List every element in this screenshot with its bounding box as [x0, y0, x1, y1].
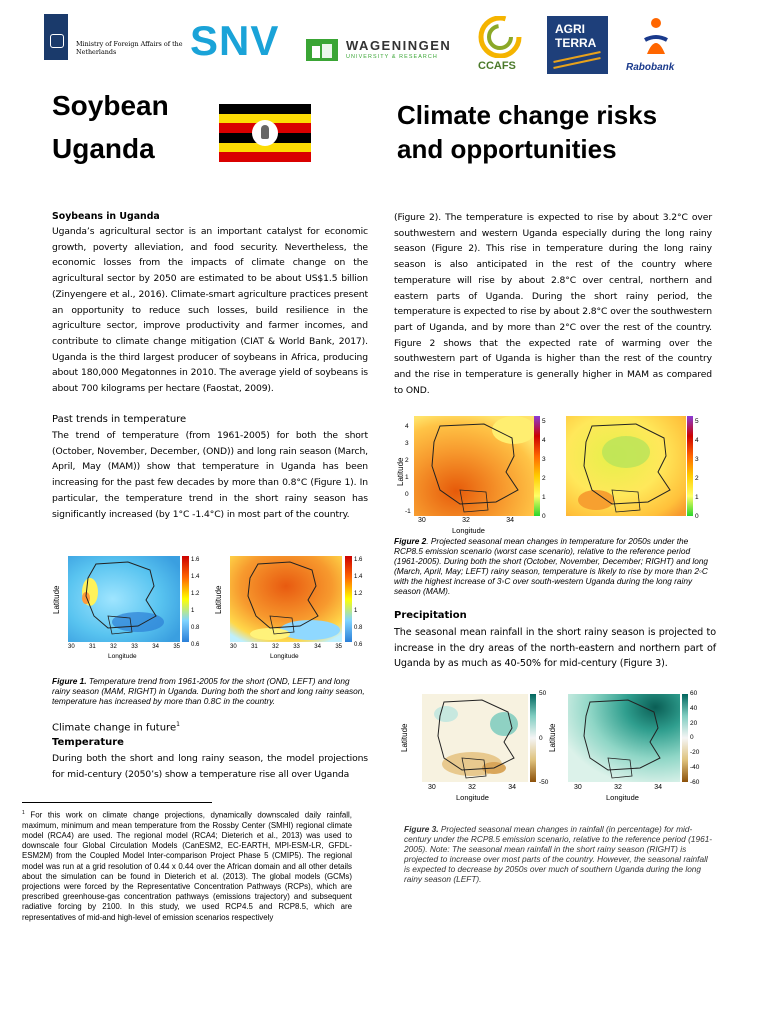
- fig3-xtick: 34: [508, 784, 516, 791]
- fig2-ytick: -1: [405, 508, 411, 515]
- uganda-flag: [219, 104, 311, 162]
- fig1-xtick: 31: [251, 644, 258, 650]
- fig2-cbar-tick: 0: [695, 513, 699, 520]
- fig1-left-ylabel: Latitude: [52, 585, 61, 614]
- fig3-cbar-tick: -50: [539, 779, 549, 786]
- footnote: [22, 808, 352, 923]
- fig2-ytick: 4: [405, 423, 409, 430]
- fig2-right-colorbar: [687, 416, 693, 516]
- title-right-line-1: Climate change risks: [397, 100, 658, 130]
- fig3-cbar-tick: 60: [690, 690, 698, 697]
- fig2-left-xticks: [418, 517, 514, 524]
- fig1-right-xlabel: Longitude: [270, 653, 299, 660]
- title-line-1: Soybean: [52, 90, 169, 121]
- fig3-right-map: [568, 694, 680, 782]
- fig2-cbar-tick: 4: [542, 437, 546, 444]
- fig3-right-xlabel: Longitude: [606, 793, 639, 802]
- footnote-mark: 1: [22, 810, 25, 816]
- wageningen-icon: [306, 36, 338, 62]
- fig3-xtick: 30: [428, 784, 436, 791]
- fig3-right-ylabel: Latitude: [548, 723, 557, 752]
- fig2-ytick: 0: [405, 491, 409, 498]
- fig3-left-map: [422, 694, 528, 782]
- fig2-cbar-tick: 3: [695, 456, 699, 463]
- fig3-xtick: 30: [574, 784, 582, 791]
- fig3-xtick: 32: [468, 784, 476, 791]
- heading-future-text: Climate change in future: [52, 722, 177, 734]
- fig2-cbar-tick: 1: [695, 494, 699, 501]
- heading-temperature: Temperature: [52, 737, 124, 748]
- fig2-left-map: [414, 416, 534, 516]
- fig2-left-colorbar: [534, 416, 540, 516]
- fig3-left-ylabel: Latitude: [400, 723, 409, 752]
- fig3-left-colorbar: [530, 694, 536, 782]
- fig2-ytick: 3: [405, 440, 409, 447]
- fig1-cbar-tick: 0.6: [354, 642, 363, 648]
- wageningen-text: WAGENINGEN: [346, 38, 452, 53]
- fig1-xtick: 31: [89, 644, 96, 650]
- fig3-xtick: 32: [614, 784, 622, 791]
- fig1-cbar-tick: 1: [191, 608, 195, 614]
- fig2-right-cbar-labels: [695, 412, 699, 526]
- fig2-xtick: 34: [506, 517, 514, 524]
- fig1-left-colorbar: [182, 556, 189, 642]
- logo-ccafs: [474, 16, 526, 76]
- paragraph-temperature-cont: (Figure 2). The temperature is expected to rise by about 3.2°C over southwestern and western Uganda especially during the long rainy season (Figure 2). This rise in temperature during the long rainy season is also anticipated in the rest of the country where temperature will rise by about 2.8°C over central, northern and eastern parts of Uganda. During the short rainy period, the temperature is expected to rise by about 2.8°C over the southwestern part of Uganda, and by more than 2°C over the rest of the country. Figure 2 shows that the expected rate of warming over the southwestern part of Uganda is higher than the rest of the country and the rise in temperature is generally higher in MAM as compared to OND.: [394, 212, 712, 396]
- fig1-right-xticks: [230, 644, 342, 650]
- rabobank-icon: [639, 14, 673, 58]
- ccafs-text: CCAFS: [478, 60, 516, 72]
- figure-3-caption: [404, 824, 714, 884]
- heading-future-sup: 1: [176, 721, 180, 728]
- fig1-xtick: 32: [272, 644, 279, 650]
- fig1-left-map: [68, 556, 180, 642]
- fig1-cbar-tick: 1.6: [354, 557, 363, 563]
- fig1-right-ylabel: Latitude: [214, 585, 223, 614]
- fig2-cbar-tick: 2: [695, 475, 699, 482]
- logo-snv: SNV: [190, 17, 280, 64]
- fig3-right-cbar-labels: [690, 690, 699, 786]
- fig1-cbar-tick: 1.2: [191, 591, 200, 597]
- figure-2-caption: [394, 536, 716, 596]
- fig3-xtick: 34: [654, 784, 662, 791]
- fig2-cbar-tick: 1: [542, 494, 546, 501]
- fig2-cbar-tick: 5: [695, 418, 699, 425]
- paragraph-temperature: During both the short and long rainy season, the model projections for mid-century (2050’s) show a temperature rise all over Uganda: [52, 753, 368, 780]
- figure-2-label: Figure 2: [394, 536, 427, 546]
- figure-3-label: Figure 3.: [404, 824, 439, 834]
- ministry-text: Ministry of Foreign Affairs of the Netherlands: [76, 40, 183, 56]
- fig1-xtick: 35: [173, 644, 180, 650]
- ccafs-icon: [477, 16, 523, 58]
- paragraph-precipitation: The seasonal mean rainfall in the short rainy season is projected to increase in the dry areas of the north-eastern and northern part of Uganda by as much as 40-50% for mid-century (Figure 3).: [394, 627, 716, 670]
- fig2-ytick: 2: [405, 457, 409, 464]
- fig3-cbar-tick: -60: [690, 778, 700, 786]
- fig1-xtick: 30: [68, 644, 75, 650]
- figure-1-label: Figure 1.: [52, 676, 87, 686]
- fig3-cbar-tick: 20: [690, 719, 698, 727]
- fig2-cbar-tick: 0: [542, 513, 546, 520]
- fig1-xtick: 33: [131, 644, 138, 650]
- paragraph-past-trends: The trend of temperature (from 1961-2005) for both the short (October, November, December, (OND)) and long rain season (March, April, May (MAM)) show that temperature in Uganda has been increasing for the past few decades by more than 0.8°C (Figure 1). In particular, the temperature trend in the short rainy season has significantly increased (by 1°C -1.4°C) in most part of the country.: [52, 430, 368, 520]
- fig1-cbar-tick: 1.6: [191, 557, 200, 563]
- figure-2: [394, 410, 724, 534]
- heading-precipitation: Precipitation: [394, 610, 467, 621]
- agriterra-text-1: AGRI: [555, 22, 585, 36]
- fig1-xtick: 32: [110, 644, 117, 650]
- paragraph-soybeans: Uganda’s agricultural sector is an important catalyst for economic growth, poverty alleviation, and food security. Nevertheless, the economic losses from the impacts of climate change on the agricultural sector by 2050 are estimated to be about US$1.5 billion (Zinyengere et al., 2016). Climate-smart agriculture practices present an opportunity to reduce such losses, build resilience in the agriculture sector, improve productivity and farmer incomes, and contribute to climate change mitigation (CIAT & World Bank, 2017). Uganda is the third largest producer of soybeans in Africa, producing about 180,000 Megatonnes in 2010. The average yield of soybeans is about 700 kilograms per hectare (Faostat, 2009).: [52, 226, 368, 395]
- fig3-right-colorbar: [682, 694, 688, 782]
- title-right-line-2: and opportunities: [397, 134, 617, 164]
- fig2-cbar-tick: 2: [542, 475, 546, 482]
- fig3-cbar-tick: 40: [690, 704, 698, 712]
- fig1-right-map: [230, 556, 342, 642]
- fig3-cbar-tick: 0: [539, 734, 543, 742]
- fig1-left-xticks: [68, 644, 180, 650]
- fig3-cbar-tick: -40: [690, 764, 700, 772]
- fig1-cbar-tick: 1.4: [354, 574, 363, 580]
- figure-3-caption-text: Projected seasonal mean changes in rainfall (in percentage) for mid-century under the RCP8.5 emission scenario, relative to the reference period (1961-2005). Note: The seasonal mean rainfall in the short rainy season (RIGHT) is projected to increase over most parts of the country. However, the seasonal rainfall is expected to decrease by 2050s over much of southern Uganda during the long rainy season (LEFT).: [404, 824, 713, 884]
- fig2-left-xlabel: Longitude: [452, 526, 485, 535]
- figure-3: [400, 690, 720, 810]
- fig1-cbar-tick: 1.2: [354, 591, 363, 597]
- figure-1: [52, 552, 386, 672]
- title-line-2: Uganda: [52, 133, 155, 164]
- logo-wageningen: [306, 36, 466, 66]
- fig2-xtick: 30: [418, 517, 426, 524]
- fig1-left-xlabel: Longitude: [108, 653, 137, 660]
- logo-rabobank: [626, 14, 686, 76]
- fig3-right-xticks: [574, 784, 662, 791]
- logo-agriterra: [547, 16, 608, 74]
- fig1-xtick: 34: [314, 644, 321, 650]
- fig1-cbar-tick: 0.6: [191, 642, 200, 648]
- agriterra-text-2: TERRA: [555, 36, 597, 50]
- fig1-cbar-tick: 0.8: [191, 625, 200, 631]
- fig2-cbar-tick: 4: [695, 437, 699, 444]
- fig1-xtick: 33: [293, 644, 300, 650]
- fig2-cbar-tick: 3: [542, 456, 546, 463]
- fig1-xtick: 30: [230, 644, 237, 650]
- fig3-left-xticks: [428, 784, 516, 791]
- fig1-xtick: 34: [152, 644, 159, 650]
- fig2-cbar-tick: 5: [542, 418, 546, 425]
- fig2-left-ylabel: Latitude: [396, 457, 405, 486]
- fig1-cbar-tick: 0.8: [354, 625, 363, 631]
- heading-past-trends: Past trends in temperature: [52, 414, 187, 425]
- figure-2-caption-text: . Projected seasonal mean changes in temperature for 2050s under the RCP8.5 emission scenario (worst case scenario), relative to the reference period (1961-2005). During both the short (October, November, December; RIGHT) and long (March, April, May; LEFT) rainy season, temperature is likely to rise by more than 2◦C with the highest increase of 3◦C over south-western Uganda during the long rainy season (MAM).: [394, 536, 709, 596]
- fig1-right-cbar-labels: [354, 552, 362, 654]
- figure-1-caption-text: Temperature trend from 1961-2005 for the short (OND, LEFT) and long rainy season (MAM, RIGHT) in Uganda. During both the short and long rainy season, temperature has increased by more than 0.8C in the country.: [52, 676, 365, 706]
- logo-ministry: [44, 14, 183, 64]
- fig1-xtick: 35: [335, 644, 342, 650]
- fig2-left-yticks: [405, 418, 411, 520]
- fig1-cbar-tick: 1.4: [191, 574, 200, 580]
- footnote-divider: [22, 802, 212, 803]
- fig2-xtick: 32: [462, 517, 470, 524]
- fig1-left-cbar-labels: [191, 552, 199, 654]
- fig2-right-map: [566, 416, 686, 516]
- heading-future: [52, 721, 180, 733]
- fig1-cbar-tick: 1: [354, 608, 358, 614]
- fig3-left-cbar-labels: [539, 690, 548, 786]
- fig3-cbar-tick: 50: [539, 690, 547, 697]
- fig3-left-xlabel: Longitude: [456, 793, 489, 802]
- heading-soybeans: Soybeans in Uganda: [52, 211, 160, 222]
- footnote-text: For this work on climate change projections, dynamically downscaled daily rainfall, maximum, minimum and mean temperature from the Rossby Center (SMHI) regional climate model (RCA4) are used. The regional model (RCA4; Dieterich et al., 2013) was used to downscale four Global Circulation Models (CanESM2, EC-EARTH, MPI-ESM-LR, GFDL-ESM2M) from the Coupled Model Inter-comparison Project Phase 5 (CMIP5). The regional model was run at a grid resolution of 0.44 x 0.44 over the African domain and all other details about the simulation can be found in Dieterich et al. (2013). The global models (GCMs) projections were forced by the Representative Concentration Pathways (RCPs), which are prescribed greenhouse-gas concentration pathways (emissions trajectory) and subsequent radiative forcing by 2100. In this study, we used RCP4.5 and RCP8.5, which are representatives of mid-and high-level of emission scenarios respectively: [22, 810, 352, 922]
- fig1-right-colorbar: [345, 556, 352, 642]
- fig3-cbar-tick: 0: [690, 734, 694, 742]
- wageningen-subtext: UNIVERSITY & RESEARCH: [346, 54, 438, 60]
- figure-1-caption: [52, 676, 368, 706]
- rabobank-text: Rabobank: [626, 62, 675, 73]
- fig3-cbar-tick: -20: [690, 749, 700, 757]
- fig2-ytick: 1: [405, 474, 409, 481]
